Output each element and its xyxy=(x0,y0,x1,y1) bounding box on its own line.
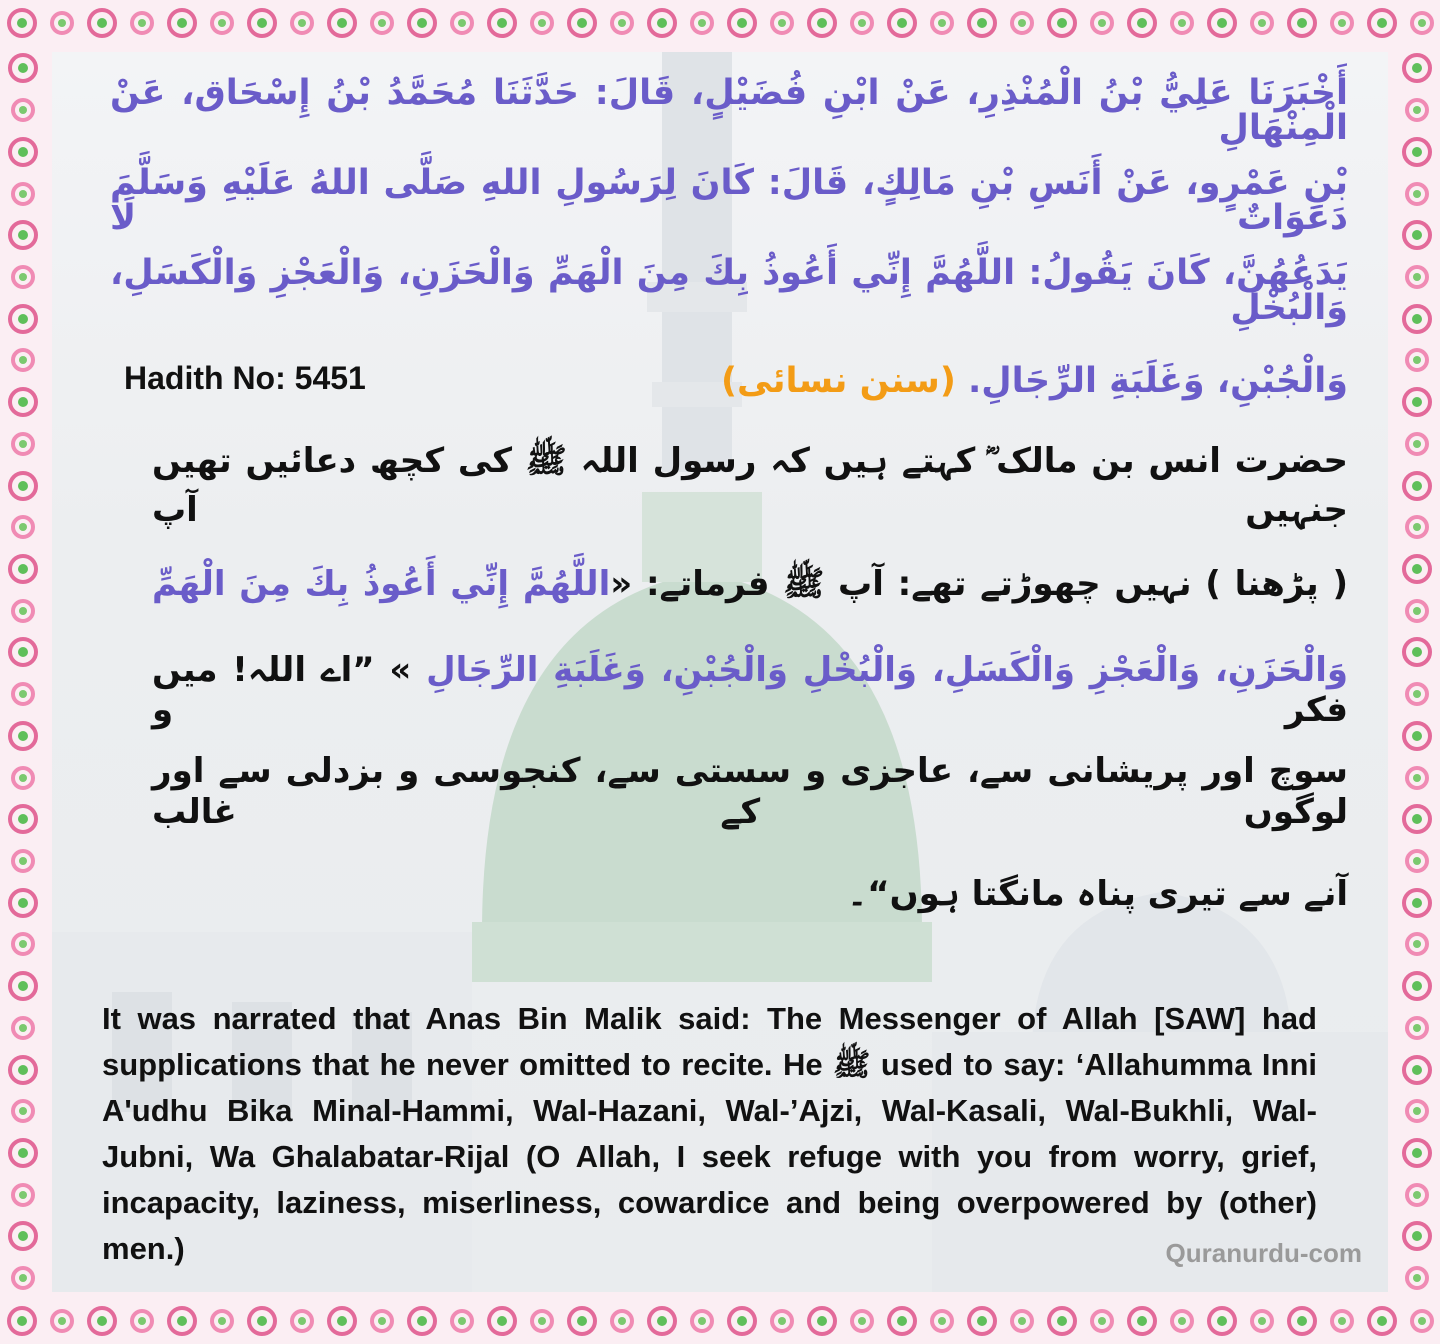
border-ornament xyxy=(1405,98,1429,122)
source-label: (سنن نسائی) xyxy=(720,360,956,401)
border-ornament xyxy=(50,1309,74,1333)
border-ornament xyxy=(167,1306,197,1336)
urdu-line-arabic: اللَّهُمَّ إِنِّي أَعُوذُ بِكَ مِنَ الْهَمِّ xyxy=(152,563,611,604)
border-ornament xyxy=(8,1138,38,1168)
border-ornament xyxy=(1402,888,1432,918)
border-ornament xyxy=(610,1309,634,1333)
border-ornament xyxy=(850,11,874,35)
hadith-number: Hadith No: 5451 xyxy=(124,360,366,396)
border-ornament xyxy=(327,1306,357,1336)
border-ornament xyxy=(1405,766,1429,790)
border-ornament xyxy=(7,8,37,38)
border-ornament xyxy=(1402,304,1432,334)
border-ornament xyxy=(11,1099,35,1123)
border-ornament xyxy=(130,1309,154,1333)
border-ornament xyxy=(11,1016,35,1040)
border-ornament xyxy=(807,8,837,38)
border-ornament xyxy=(1402,220,1432,250)
border-ornament xyxy=(1330,11,1354,35)
ornamental-border-left xyxy=(0,46,46,1298)
border-ornament xyxy=(1047,8,1077,38)
border-ornament xyxy=(1405,932,1429,956)
border-ornament xyxy=(567,1306,597,1336)
border-ornament xyxy=(1367,1306,1397,1336)
border-ornament xyxy=(770,1309,794,1333)
border-ornament xyxy=(1010,11,1034,35)
border-ornament xyxy=(247,1306,277,1336)
border-ornament xyxy=(8,721,38,751)
border-ornament xyxy=(1402,804,1432,834)
border-ornament xyxy=(1207,1306,1237,1336)
border-ornament xyxy=(1250,1309,1274,1333)
border-ornament xyxy=(407,1306,437,1336)
border-ornament xyxy=(7,1306,37,1336)
border-ornament xyxy=(8,471,38,501)
border-ornament xyxy=(530,1309,554,1333)
content-panel xyxy=(52,52,1388,1292)
ornamental-border-top xyxy=(0,0,1440,46)
border-ornament xyxy=(1405,1016,1429,1040)
ornamental-border-bottom xyxy=(0,1298,1440,1344)
arabic-line-text: وَالْجُبْنِ، وَغَلَبَةِ الرِّجَالِ. xyxy=(968,360,1348,401)
border-ornament xyxy=(327,8,357,38)
border-ornament xyxy=(1402,1055,1432,1085)
border-ornament xyxy=(1207,8,1237,38)
border-ornament xyxy=(11,1266,35,1290)
border-ornament xyxy=(487,1306,517,1336)
border-ornament xyxy=(1402,137,1432,167)
border-ornament xyxy=(50,11,74,35)
urdu-line-text: ( پڑھنا ) نہیں چھوڑتے تھے: آپ ﷺ فرماتے: « xyxy=(610,563,1348,604)
border-ornament xyxy=(11,599,35,623)
border-ornament xyxy=(130,11,154,35)
border-ornament xyxy=(967,8,997,38)
border-ornament xyxy=(1410,11,1434,35)
border-ornament xyxy=(690,11,714,35)
border-ornament xyxy=(1170,11,1194,35)
border-ornament xyxy=(1402,387,1432,417)
border-ornament xyxy=(11,766,35,790)
border-ornament xyxy=(8,1055,38,1085)
border-ornament xyxy=(1047,1306,1077,1336)
border-ornament xyxy=(1287,1306,1317,1336)
border-ornament xyxy=(1330,1309,1354,1333)
border-ornament xyxy=(370,11,394,35)
urdu-line-mixed xyxy=(152,649,1348,730)
border-ornament xyxy=(8,220,38,250)
border-ornament xyxy=(1405,1183,1429,1207)
arabic-line: أَخْبَرَنَا عَلِيُّ بْنُ الْمُنْذِرِ، عَنْ ابْنِ فُضَيْلٍ، قَالَ: حَدَّثَنَا مُحَمَّدُ بْنُ إِسْحَاق، عَنْ الْمِنْهَالِ xyxy=(110,73,1348,148)
border-ornament xyxy=(1405,182,1429,206)
border-ornament xyxy=(8,387,38,417)
border-ornament xyxy=(450,1309,474,1333)
border-ornament xyxy=(11,1183,35,1207)
border-ornament xyxy=(1405,849,1429,873)
urdu-line-mixed xyxy=(152,563,1348,612)
border-ornament xyxy=(567,8,597,38)
border-ornament xyxy=(11,849,35,873)
border-ornament xyxy=(8,888,38,918)
border-ornament xyxy=(1405,1099,1429,1123)
border-ornament xyxy=(770,11,794,35)
border-ornament xyxy=(1405,515,1429,539)
border-ornament xyxy=(1405,432,1429,456)
border-ornament xyxy=(727,8,757,38)
border-ornament xyxy=(8,804,38,834)
border-ornament xyxy=(11,932,35,956)
border-ornament xyxy=(8,637,38,667)
ornamental-border-right xyxy=(1394,46,1440,1298)
border-ornament xyxy=(807,1306,837,1336)
border-ornament xyxy=(690,1309,714,1333)
border-ornament xyxy=(610,11,634,35)
arabic-line: يَدَعُهُنَّ، كَانَ يَقُولُ: اللَّهُمَّ إِنِّي أَعُوذُ بِكَ مِنَ الْهَمِّ وَالْحَزَنِ، وَالْعَجْزِ وَالْكَسَلِ، وَالْبُخْلِ xyxy=(110,253,1348,328)
border-ornament xyxy=(1090,11,1114,35)
border-ornament xyxy=(8,1221,38,1251)
urdu-line: آنے سے تیری پناہ مانگتا ہوں“۔ xyxy=(847,873,1348,914)
border-ornament xyxy=(1127,1306,1157,1336)
border-ornament xyxy=(8,304,38,334)
border-ornament xyxy=(1402,637,1432,667)
border-ornament xyxy=(11,265,35,289)
border-ornament xyxy=(1127,8,1157,38)
urdu-translation xyxy=(152,434,1348,944)
border-ornament xyxy=(11,98,35,122)
border-ornament xyxy=(11,515,35,539)
english-translation: It was narrated that Anas Bin Malik said: The Messenger of Allah [SAW] had supplications that he never omitted to recite. He ﷺ used to say: ‘Allahumma Inni A'udhu Bika Minal-Hammi, Wal-Hazani, Wal-’Ajzi, Wal-Kasali, Wal-Bukhli, Wal-Jubni, Wa Ghalabatar-Rijal (O Allah, I seek refuge with you from worry, grief, incapacity, laziness, miserliness, cowardice and being overpowered by (other) men.) xyxy=(102,1001,1318,1266)
border-ornament xyxy=(8,971,38,1001)
border-ornament xyxy=(850,1309,874,1333)
border-ornament xyxy=(1090,1309,1114,1333)
border-ornament xyxy=(1402,971,1432,1001)
border-ornament xyxy=(8,137,38,167)
urdu-line-text: » ”اے اللہ! میں فکر و xyxy=(152,649,1348,730)
border-ornament xyxy=(887,8,917,38)
border-ornament xyxy=(167,8,197,38)
border-ornament xyxy=(1287,8,1317,38)
border-ornament xyxy=(247,8,277,38)
border-ornament xyxy=(210,1309,234,1333)
border-ornament xyxy=(11,682,35,706)
watermark: Quranurdu-com xyxy=(1165,1238,1362,1268)
border-ornament xyxy=(1402,721,1432,751)
border-ornament xyxy=(727,1306,757,1336)
border-ornament xyxy=(1367,8,1397,38)
border-ornament xyxy=(290,1309,314,1333)
border-ornament xyxy=(8,53,38,83)
arabic-line: بْنِ عَمْرٍو، عَنْ أَنَسِ بْنِ مَالِكٍ، قَالَ: كَانَ لِرَسُولِ اللهِ صَلَّى اللهُ عَلَيْهِ وَسَلَّمَ دَعَوَاتٌ لَا xyxy=(110,163,1348,238)
border-ornament xyxy=(87,1306,117,1336)
border-ornament xyxy=(487,8,517,38)
urdu-line: سوچ اور پریشانی سے، عاجزی و سستی سے، کنجوسی و بزدلی سے اور لوگوں کے غالب xyxy=(152,751,1348,832)
border-ornament xyxy=(1402,53,1432,83)
border-ornament xyxy=(11,432,35,456)
border-ornament xyxy=(1405,599,1429,623)
border-ornament xyxy=(1402,471,1432,501)
border-ornament xyxy=(530,11,554,35)
border-ornament xyxy=(1250,11,1274,35)
border-ornament xyxy=(210,11,234,35)
border-ornament xyxy=(1402,1221,1432,1251)
border-ornament xyxy=(1402,1138,1432,1168)
border-ornament xyxy=(407,8,437,38)
border-ornament xyxy=(8,554,38,584)
border-ornament xyxy=(1170,1309,1194,1333)
border-ornament xyxy=(1405,265,1429,289)
border-ornament xyxy=(1405,682,1429,706)
border-ornament xyxy=(290,11,314,35)
urdu-line: حضرت انس بن مالک ؓ کہتے ہیں کہ رسول اللہ ﷺ کی کچھ دعائیں تھیں جنہیں آپ xyxy=(152,441,1348,530)
border-ornament xyxy=(11,348,35,372)
border-ornament xyxy=(11,182,35,206)
border-ornament xyxy=(647,8,677,38)
border-ornament xyxy=(450,11,474,35)
border-ornament xyxy=(647,1306,677,1336)
border-ornament xyxy=(87,8,117,38)
border-ornament xyxy=(887,1306,917,1336)
border-ornament xyxy=(930,1309,954,1333)
border-ornament xyxy=(1402,554,1432,584)
border-ornament xyxy=(1405,1266,1429,1290)
urdu-line-arabic: وَالْحَزَنِ، وَالْعَجْزِ وَالْكَسَلِ، وَالْبُخْلِ وَالْجُبْنِ، وَغَلَبَةِ الرِّجَالِ xyxy=(426,649,1348,690)
border-ornament xyxy=(1410,1309,1434,1333)
border-ornament xyxy=(370,1309,394,1333)
border-ornament xyxy=(930,11,954,35)
border-ornament xyxy=(1405,348,1429,372)
border-ornament xyxy=(1010,1309,1034,1333)
border-ornament xyxy=(967,1306,997,1336)
